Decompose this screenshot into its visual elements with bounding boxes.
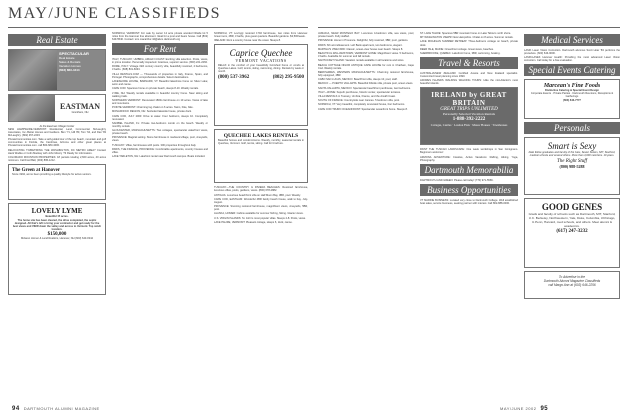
listing-item: MARTHA'S VINEYARD: Classic, ocean-view house near beach. Sleeps 8. bbox=[318, 47, 404, 51]
ad-body: RELAX in the comfort of your beautifully furnished home or condo at Quechee Lakes. Golf, tennis, skiing, swimming, dining. Rentals by week or month. bbox=[218, 64, 304, 74]
listing-paint: PAINT THE TUSCAN LANDSCAPE: One week workshops in San Gimignano. Beginners welcome! bbox=[420, 148, 518, 155]
listing-item: JAMAICA, NEAR MONTEGO BAY: Luxurious 4-bedroom villa, sea views, pool, private beach. Fully staffed. bbox=[318, 32, 414, 39]
ad-body: Date fellow graduates and faculty of the Ivies, Seven Sisters, MIT, Stanford, medical schools and several others. More than 4,000 members. 10 years. bbox=[528, 151, 616, 158]
green-hanover-ad bbox=[8, 164, 106, 200]
listing-item: CABO SAN LUCAS, MEXICO: Beachfront villa, sleeps 10, pool, staff. bbox=[318, 78, 398, 82]
listing-item: LASIK/LASEK Hanover Health: Providing the most advanced Laser Vision correction. Call today for a free evaluation. bbox=[524, 56, 620, 63]
ad-sub: Distinctive Catering & Special Event Design bbox=[545, 89, 599, 93]
listing-item: NORTHERN VERMONT: Renovated 1800s farmhouse on 10 acres. Views of lake and mountains. bbox=[112, 98, 208, 105]
ireland-great-britain-ad bbox=[420, 87, 518, 145]
listing-item: PARIS: 6th arrondissement. Left Bank apartment, two bedrooms, elegant. bbox=[318, 43, 403, 47]
header-title: MAY/JUNE CLASSIFIEDS bbox=[8, 5, 221, 22]
column-3 bbox=[214, 32, 308, 400]
listing-item: ADORES ISLANDS WALKING WALKING TOURS: Hike the mid-Atlantic's most beautiful islands. bbox=[420, 79, 518, 86]
listing-norwich: NORWICH, VERMONT: For sale by owner 12 acre private wooded hillside lot 5 miles from the Hanover line abutment. Ideal for a post and beam house. Call (802) 649-5540. Contact: tom.macarthur.44@alum.dartmouth.org bbox=[112, 32, 208, 42]
classifieds-header bbox=[8, 5, 221, 25]
listing-item: NANTUCKET ISLAND: Vacation rentals available in all locations and sizes. bbox=[318, 59, 405, 63]
ad-title: LOVELY LYME bbox=[31, 207, 83, 216]
category-medical: Medical Services bbox=[524, 34, 620, 46]
eastman-sub: Grantham, NH bbox=[71, 110, 89, 114]
listing-item: PROVENCE: Stunning restored farmhouse, magnificent views, vineyards, 5BR, pool. bbox=[214, 205, 308, 212]
eastman-logo: EASTMAN bbox=[59, 101, 100, 111]
footer-right bbox=[500, 406, 552, 412]
listing-item: LAKE MICHIGAN SUMMER RETREAT: Three-bedroom cottage on beach, private dock. bbox=[420, 40, 518, 47]
listing-item: BERKSHIRES, WESTERN MASSACHUSETTS: Charming restored farmhouse, fully equipped, 4BR. bbox=[318, 70, 414, 77]
category-real-estate: Real Estate bbox=[8, 34, 106, 46]
listing-ireland: IRELAND: Rent a country house near the coast. Sleeps 8. bbox=[214, 39, 281, 43]
lovely-lyme-ad bbox=[8, 203, 106, 295]
listing-item: MONADNOCK REGION, NH: Secluded lakeside house, private dock. bbox=[112, 110, 192, 114]
listing-item: BEAUTIFUL WILLIAMSTOWN, VERMONT HOME: Magnificent views. 5 bedrooms, 3 baths. Available for summer and fall rentals. bbox=[318, 51, 414, 59]
listing-item: ANTIGUA: Luxurious beachfront villa on Half Moon Bay, 3BR, pool. Weekly. bbox=[214, 193, 301, 197]
ad-line: To Advertise in the bbox=[558, 275, 586, 280]
column-1 bbox=[8, 32, 106, 400]
listing-item: LAKE TARLETON, NH: Lakefront rental near Dartmouth campus. Boats included. bbox=[112, 155, 206, 159]
listing-item: CAPE COD: Spacious home on private beach, sleeps 8-10. Weekly rentals. bbox=[112, 87, 199, 91]
listing-item: AUSTRALIA/NEW ZEALAND: Certified Aussie and New Zealand specialist. Customized travel planning since 1990. bbox=[420, 72, 518, 79]
column-4 bbox=[318, 32, 414, 400]
house-photo bbox=[9, 50, 57, 90]
ad-phone: (800) 537-3962 bbox=[218, 75, 250, 81]
ad-line: Real Estate bbox=[59, 56, 75, 60]
caprice-quechee-ad bbox=[214, 44, 308, 126]
listing-item: ITALY—ROME: Superb penthouse, historic center, spectacular terraces. bbox=[318, 90, 401, 94]
listing-item: PARIS, THE FRANCE, PROVENCE: Comfortable apartments, country houses and villas. bbox=[112, 147, 208, 154]
listing-item: DEER ISLE, MAINE: Oceanfront cottage. Great views, beaches. bbox=[420, 47, 494, 51]
listing-item: TUSCANY: Villas, farmhouses with pools. 300 properties throughout Italy. bbox=[112, 143, 197, 147]
category-catering: Special Events Catering bbox=[524, 64, 620, 76]
issue-date: MAY/JUNE 2002 bbox=[500, 406, 537, 411]
page-number: 95 bbox=[540, 406, 549, 412]
ad-title: Smart is Sexy bbox=[547, 141, 597, 152]
eastman-photo bbox=[9, 95, 55, 121]
listing-item: BEACH COTTAGE NIGOR ANTIQUE CAPE HOUSE for rent in Chatham, Cape Cod. Weekly rentals. bbox=[318, 63, 414, 70]
listing-item: RELOCATING TO/RETIRING THE WASHINGTON, DC METRO AREA? Contact Hank Wudke or Colin Mackay with John Mowry '73 Realty for information. bbox=[8, 148, 106, 155]
ad-sub: GREAT TRIPS UNLIMITED bbox=[440, 107, 498, 113]
listing-item: CAPE COD, JULY 2003: Drive to water. Four bedroom, sleeps 10. Completely renovated. bbox=[112, 114, 208, 121]
footer-left bbox=[8, 406, 100, 412]
listing-item: SOUTH OF FRANCE: Countryside near Cannes. 5 bedroom villa, pool. bbox=[318, 99, 400, 103]
ad-line: call Margo Ann at (603) 646-2256 bbox=[548, 283, 596, 288]
category-personals: Personals bbox=[524, 122, 620, 134]
listing-item: COLORADO MOUNTAIN PROPERTIES: 18 parcels totaling 2,600 acres, 40 acres minimum. Call Fred Ball, (303) 895-1212. bbox=[8, 155, 106, 163]
ad-sub: VERMONT VACATIONS bbox=[235, 58, 287, 64]
ad-body: The home site has been cleared, the drive completed, the septic designed. All that's left is bring your contractor and get ready for the best views and VIEW down the valley and across to Vermont. Top notch location. bbox=[12, 219, 102, 232]
marcean-ad bbox=[524, 79, 620, 119]
ad-heading: SPECTACULAR bbox=[59, 51, 89, 56]
ad-body: Grads and faculty of schools such as Dartmouth, MIT, Stanford, U.C. Berkeley, Northwestern, Yale, Duke, Columbia, UChicago, U.Penn, Harvard, med schools, and others. Meet alumni & academics. bbox=[528, 212, 616, 229]
ad-line: Personally Selected Vacation Rentals bbox=[443, 112, 495, 117]
listing-item: POINTE-VERMONT: Charming log chalet on 6 acres. Swim, hike, bike. bbox=[112, 106, 194, 110]
listing-item: ST. LAKE TAHOE: Spacious 5BR mountain home on Lake Tahoe's north shore. bbox=[420, 32, 512, 35]
ad-phone: 1-888-392-2222 bbox=[452, 117, 486, 123]
category-for-rent: For Rent bbox=[112, 43, 208, 55]
ad-title: Marcean's Fine Foods bbox=[543, 83, 601, 90]
ad-line: Vacation Homes bbox=[59, 64, 81, 68]
listing-item: LAKE PALIRE, VERMONT: Pleasant cottage, sleeps 6, dock, canoe. bbox=[214, 220, 293, 224]
listing-item: VILLA RENTALS.COM — Thousands of properties in Italy, France, Spain, and Portugal. Photographs, comprehensive details. Select destinations. bbox=[112, 72, 208, 79]
eastman-tagline: At the Eastman Village Center bbox=[39, 125, 75, 128]
listing-item: PrivateCommunities.com. Take a self-guided tour of the top beach, mountain and golf communities in Florida, the Carolinas, Arizona and other great places at PrivateCommunities.com. call 800-683-4000. bbox=[8, 138, 106, 148]
ad-body: Corporate Events · Private Parties · Dartmouth Reunions, Receptions & Gatherings bbox=[530, 92, 614, 99]
ad-title: QUECHEE LAKES RENTALS bbox=[223, 133, 299, 140]
category-travel: Travel & Resorts bbox=[420, 57, 518, 69]
publication-name: DARTMOUTH ALUMNI MAGAZINE bbox=[23, 406, 100, 411]
page-number: 94 bbox=[12, 406, 20, 412]
listing-item: SANIBEL ISLAND, FL: Private two-bedroom condo on the beach. Weekly or monthly rentals. bbox=[112, 121, 208, 128]
listing-item: MEXICO — PUERTO VALLARTA: Beautiful hillside villa, private pool, ocean views. bbox=[318, 82, 414, 86]
ad-phone: (800) 988-5288 bbox=[559, 164, 585, 170]
ad-body: Since 1994, we've been providing a quality lifestyle for active seniors. bbox=[12, 173, 92, 177]
listing-business: VT MARINE BUSINESS: Located very close to Dartmouth College. Well established boat sales, service business, seeking partner with interest. Call 802-888-0000. bbox=[420, 198, 518, 205]
listing-item: TUSCANY—THE COUNTRY & RIVIERA BEACHES: Restored farmhouse, luxurious villas, pools, gardens, views. (800) 678-2882. bbox=[214, 186, 308, 193]
ad-agent: Mclaren Horner & Land Realtors, Hanover, NH (603) 643-0344 bbox=[21, 237, 93, 241]
listing-item: MT WASHINGTON VIEWS! New Hampshire. Chalet on 8 acres. Summer rentals. bbox=[420, 36, 514, 40]
ad-row: Cottages, Castles · London Flats · Manor Houses · Townhouses bbox=[430, 123, 508, 128]
ad-line: Sales & Rentals bbox=[59, 60, 81, 64]
ad-title: IRELAND by GREAT BRITAIN bbox=[431, 91, 507, 108]
advertise-ad bbox=[524, 271, 620, 299]
listing-arizona: ARIZONA ADVENTURE: Creative, Active Vacations: Rafting, Hiking, Yoga, Photography. bbox=[420, 155, 518, 162]
ad-brand: The Right Stuff bbox=[557, 159, 587, 165]
quechee-lakes-ad bbox=[214, 129, 308, 183]
listing-item: GLOUCESTER, MASSACHUSETTS: Two cottages, spectacular waterfront views, private beach. bbox=[112, 129, 208, 136]
listing-item: PROVENCE: Magical setting. Stone farmhouse in medieval village, pool, vineyards, views. bbox=[112, 136, 208, 143]
listing-item: VILLA RENTALS in Tuscany, Umbria, France, and the Amalfi Coast. bbox=[318, 95, 396, 98]
listing-item: U.S. VIRGIN ISLANDS: St. John's most popular villas. Sleeps 4-8. Pools, views. bbox=[214, 216, 306, 220]
listing-item: CAPE COD TRURO OCEANFRONT: Spectacular oceanfront home. Sleeps 8. bbox=[318, 107, 408, 111]
listing-item: ALASKA, HOMER: Cabins available for summer fishing, hiking. Glacier views. bbox=[214, 212, 304, 216]
ad-sub: Beautiful 15 acres. bbox=[45, 215, 69, 219]
ad-phone: (603) 863-4444 bbox=[59, 68, 80, 72]
smart-is-sexy-ad bbox=[524, 137, 620, 195]
category-business: Business Opportunities bbox=[420, 184, 518, 196]
ad-title: The Green at Hanover bbox=[12, 168, 61, 174]
ad-phone: (802) 295-9500 bbox=[272, 75, 304, 81]
ad-title: Caprice Quechee bbox=[229, 48, 293, 59]
ad-body: Beautiful homes and condominiums. Weekly, monthly, seasonal rentals in Quechee, Vermont. Golf, tennis, skiing. Call for brochure. bbox=[218, 139, 304, 146]
listing-memorabilia: DARTMOUTH AND GREEN: Please call today! (770) 971-5566. bbox=[420, 178, 494, 182]
eastman-ad bbox=[8, 94, 106, 122]
ad-price: $150,000 bbox=[47, 232, 67, 238]
column-2 bbox=[112, 32, 208, 400]
header-rule-right bbox=[318, 27, 620, 28]
column-6 bbox=[524, 32, 620, 400]
ad-line: Dartmouth Alumni Magazine Classifieds bbox=[543, 279, 601, 284]
listing-item: LYME, NH: Weekly rentals available in beautiful country home. Near skiing and walking trails. bbox=[112, 91, 208, 98]
listing-item: NEW HAMPSHIRE-VERMONT: Residential, Land, Commercial. McLaughry Associates, Inc.-Better Homes and Gardens. Ben '71, Hill '80, Tom '64, and Dan '83 McLaughry. (802) 457-2233 bbox=[8, 128, 106, 138]
listing-item: LASIK Laser Vision Correction. Dartmouth alumnus Scott Hoar '83 performs the procedure. (603) 643-9000. bbox=[524, 49, 620, 56]
good-genes-ad bbox=[524, 198, 620, 268]
listing-norwich-vt: NORWICH, VT: Lovingly restored 1792 farmhouse, two miles from Hanover. Great room, 4BR, 3 baths, plus guest quarters. Beautiful gardens. $3,500/week. bbox=[214, 32, 308, 39]
spectacular-ad bbox=[8, 49, 106, 91]
listing-item: CAPE COD, EASTHAM: Wonderful 4BR family beach house, walk to bay. July-August. bbox=[214, 197, 308, 204]
listing-item: NORWICH, VT: Very beautiful, completely renovated house, four bedrooms. bbox=[318, 103, 406, 107]
ad-title: GOOD GENES bbox=[541, 202, 603, 213]
ad-phone: (617) 247-3232 bbox=[556, 229, 588, 235]
ad-phone: (603) 643-7777 bbox=[563, 98, 581, 102]
listing-item: SANTA VALLARTA, MEXICO: Spectacular beachfront penthouse, two bedrooms. bbox=[318, 86, 411, 90]
listing-item: SHERBROOKE, QUEBEC: Lakefront home, 3BR, swimming, boating. bbox=[420, 51, 501, 55]
listing-item: ITALY, TUSCANY, UMBRIA, AMALFI COAST: Exciting villa selection. Pools, views, in prime location. Personally inspected. Gracious, superior service. (800) 221-2260. bbox=[112, 58, 208, 65]
category-memorabilia: Dartmouth Memorabilia bbox=[420, 164, 518, 176]
listing-item: ROME, ITALY: Vintage 19th century country villa, beautifully restored, 4 bedrooms, 3 baths. (608) 831-6033. bbox=[112, 65, 208, 72]
listing-item: LAKESHORE HOUSE, BARNARD, VT: Beautiful lakeshore home on Silver Lake; swim and canoe. bbox=[112, 79, 208, 87]
listing-item: PROVENCE: Home in Provence. Delightful, fully restored, 3BR, pool, gardens. bbox=[318, 39, 409, 43]
column-5 bbox=[420, 32, 518, 400]
header-rule-left bbox=[8, 27, 308, 28]
